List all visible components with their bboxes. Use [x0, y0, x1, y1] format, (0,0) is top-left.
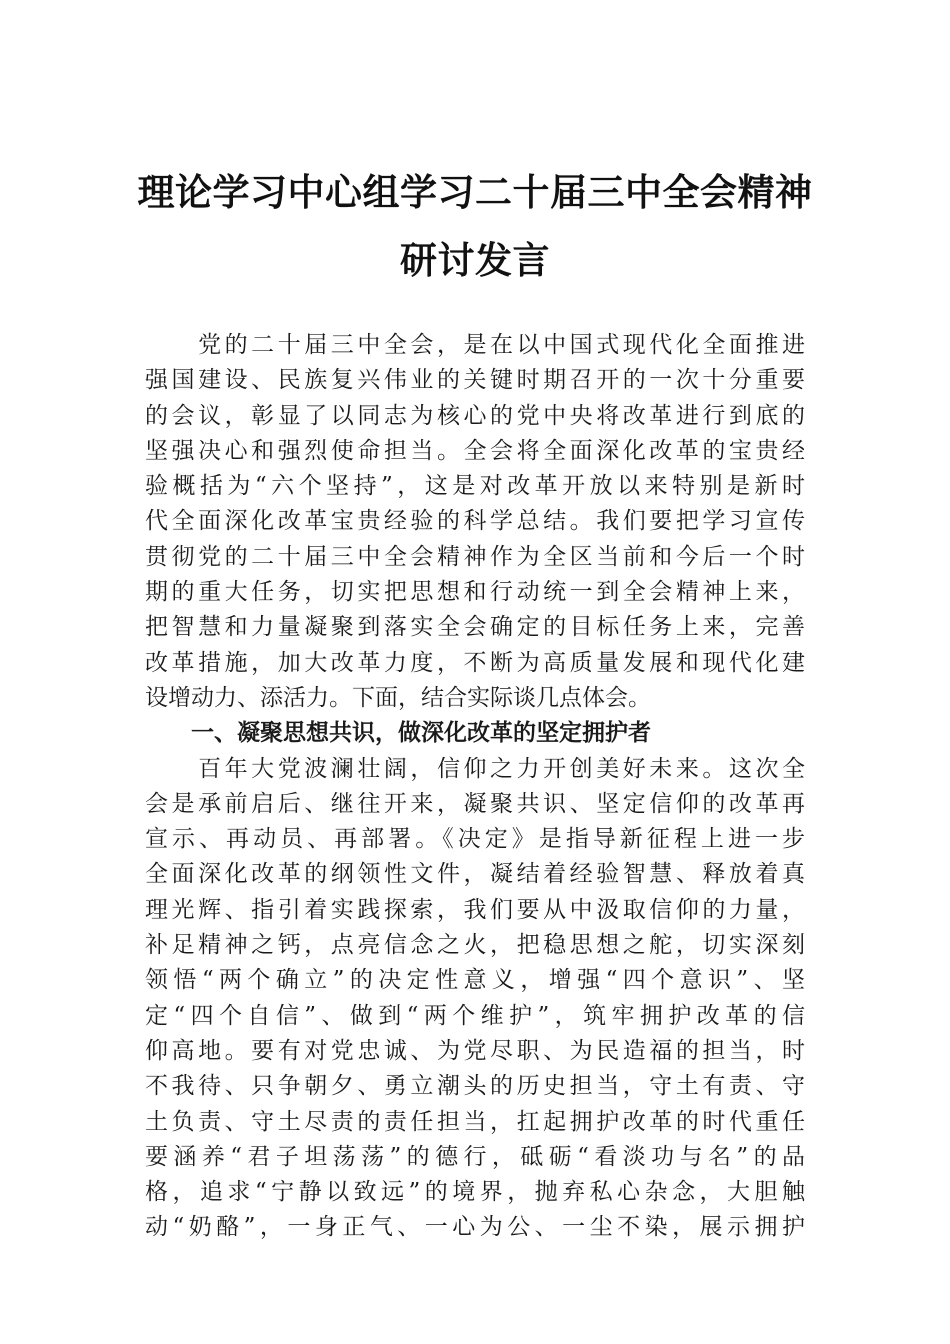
paragraph-line: 代全面深化改革宝贵经验的科学总结。我们要把学习宣传 — [145, 508, 805, 535]
section-heading: 一、凝聚思想共识，做深化改革的坚定拥护者 — [145, 720, 651, 747]
paragraph-line: 领悟“两个确立”的决定性意义，增强“四个意识”、坚 — [145, 967, 805, 994]
paragraph-line: 百年大党波澜壮阔，信仰之力开创美好未来。这次全 — [145, 755, 805, 782]
document-title-line-1: 理论学习中心组学习二十届三中全会精神 — [137, 170, 813, 214]
paragraph-line: 设增动力、添活力。下面，结合实际谈几点体会。 — [145, 684, 651, 711]
paragraph-line: 的会议，彰显了以同志为核心的党中央将改革进行到底的 — [145, 402, 805, 429]
paragraph-line: 期的重大任务，切实把思想和行动统一到全会精神上来， — [145, 579, 805, 606]
paragraph-line: 格，追求“宁静以致远”的境界，抛弃私心杂念，大胆触 — [145, 1179, 805, 1206]
paragraph-line: 会是承前启后、继往开来，凝聚共识、坚定信仰的改革再 — [145, 790, 805, 817]
paragraph-line: 补足精神之钙，点亮信念之火，把稳思想之舵，切实深刻 — [145, 932, 805, 959]
paragraph-line: 强国建设、民族复兴伟业的关键时期召开的一次十分重要 — [145, 367, 805, 394]
paragraph-line: 验概括为“六个坚持”，这是对改革开放以来特别是新时 — [145, 473, 805, 500]
paragraph-line: 理光辉、指引着实践探索，我们要从中汲取信仰的力量， — [145, 896, 805, 923]
paragraph-line: 不我待、只争朝夕、勇立潮头的历史担当，守土有责、守 — [145, 1073, 805, 1100]
paragraph-line: 党的二十届三中全会，是在以中国式现代化全面推进 — [145, 332, 805, 358]
paragraph-line: 土负责、守土尽责的责任担当，扛起拥护改革的时代重任 — [145, 1108, 805, 1135]
paragraph-line: 坚强决心和强烈使命担当。全会将全面深化改革的宝贵经 — [145, 437, 805, 464]
paragraph-line: 贯彻党的二十届三中全会精神作为全区当前和今后一个时 — [145, 543, 805, 570]
paragraph-line: 改革措施，加大改革力度，不断为高质量发展和现代化建 — [145, 649, 805, 676]
document-title-line-2: 研讨发言 — [400, 238, 550, 282]
document-body — [145, 328, 805, 1246]
paragraph-line: 把智慧和力量凝聚到落实全会确定的目标任务上来，完善 — [145, 614, 805, 641]
paragraph-line: 要涵养“君子坦荡荡”的德行，砥砺“看淡功与名”的品 — [145, 1143, 805, 1170]
paragraph-line: 全面深化改革的纲领性文件，凝结着经验智慧、释放着真 — [145, 861, 805, 888]
paragraph-line: 动“奶酪”，一身正气、一心为公、一尘不染，展示拥护 — [145, 1214, 805, 1241]
paragraph-line: 仰高地。要有对党忠诚、为党尽职、为民造福的担当，时 — [145, 1037, 805, 1064]
paragraph-line: 定“四个自信”、做到“两个维护”，筑牢拥护改革的信 — [145, 1002, 805, 1029]
paragraph-line: 宣示、再动员、再部署。《决定》是指导新征程上进一步 — [145, 826, 805, 853]
